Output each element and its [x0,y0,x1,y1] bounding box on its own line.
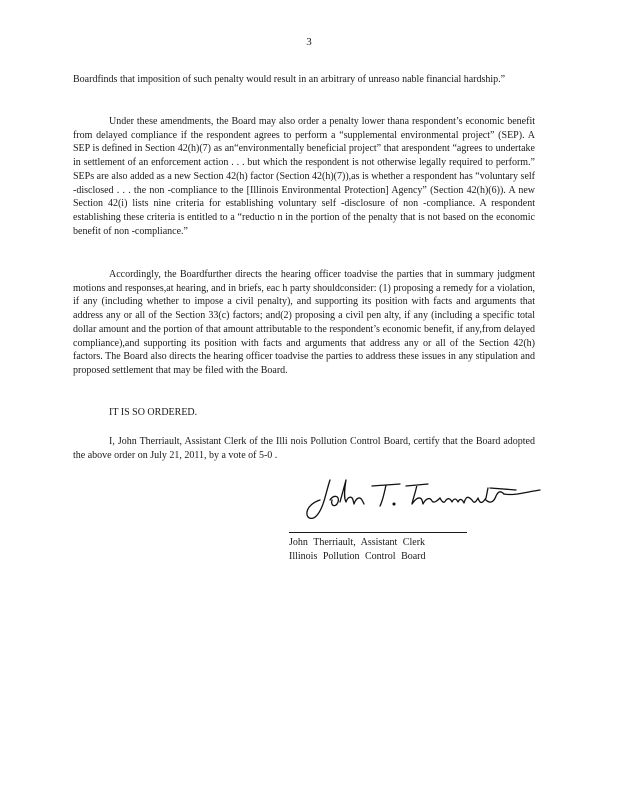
paragraph-text: Accordingly, the Boardfurther directs the hearing officer toadvise the parties that in summary judgment motions and responses,at hearing, and in briefs, eac h party shouldconsider: (1) proposing a remedy for a violation, if any (including whether to impose a civil penalty), and supporting its position with facts and arguments that address any or all of the Section 33(c) factors; and(2) proposing a civil pen alty, if any (including a specific total dollar amount and the portion of that amount attributable to the respondent’s economic benefit, if any,from delayed compliance),and supporting its position with facts and arguments that address any or all of the Section 42(h) factors. The Board also directs the hearing officer toadvise the parties to address these issues in any stipulation and proposed settlement that may be filed with the Board. [73,269,535,376]
signatory-organization: Illinois Pollution Control Board [289,550,426,562]
signatory-name: John Therriault, Assistant Clerk [289,537,426,548]
paragraph-text: Boardfinds that imposition of such penalty would result in an arbitrary of unreaso nable financial hardship.” [73,74,506,85]
paragraph-text: IT IS SO ORDERED. [109,407,198,418]
clerk-certification [73,435,535,462]
paragraph-sep-amendments [73,115,535,238]
paragraph-hearing-directions [73,268,535,378]
handwritten-signature [300,466,550,526]
signature-block [289,536,426,563]
paragraph-hardship-close [73,73,535,87]
paragraph-text: I, John Therriault, Assistant Clerk of the Illi nois Pollution Control Board, certify that the Board adopted the above order on July 21, 2011, by a vote of 5-0 . [73,436,535,461]
signature-line [289,532,467,533]
so-ordered [73,406,535,420]
paragraph-text: Under these amendments, the Board may also order a penalty lower thana respondent’s economic benefit from delayed compliance if the respondent agrees to perform a “supplemental environmental project” (SEP). A SEP is defined in Section 42(h)(7) as an“environmentally beneficial project” that arespondent “agrees to undertake in settlement of an enforcement action . . . but which the respondent is not otherwise legally required to perform.” SEPs are also added as a new Section 42(h) factor (Section 42(h)(7)),as is whether a respondent has “voluntary self -disclosed . . . the non -compliance to the [Illinois Environmental Protection] Agency” (Section 42(h)(6)). A new Section 42(i) lists nine criteria for establishing voluntary self -disclosure of non -compliance. A respondent establishing these criteria is entitled to a “reductio n in the portion of the penalty that is not based on the economic benefit of non -compliance.” [73,116,535,237]
page-number: 3 [306,36,312,48]
